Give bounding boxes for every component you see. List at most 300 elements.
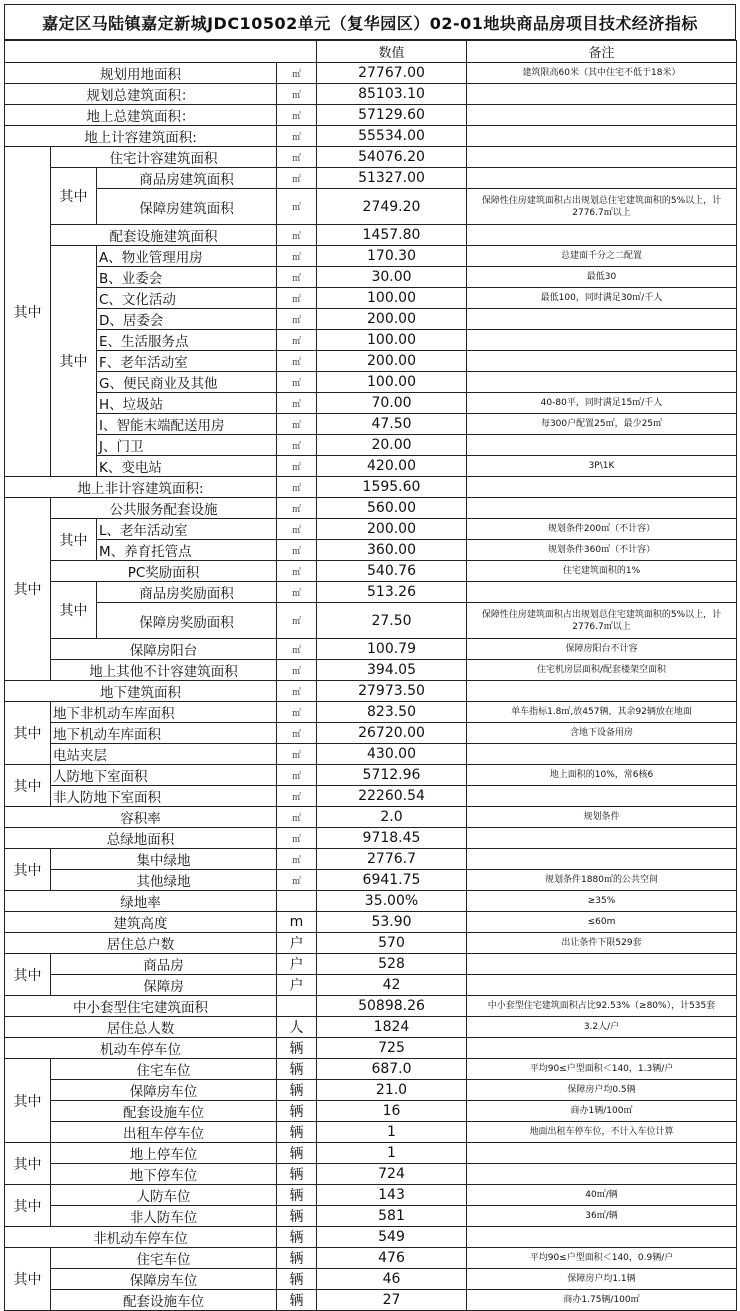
item-note: 规划条件360㎡（不计容） [467, 540, 737, 561]
item-value: 5712.96 [317, 765, 467, 786]
table-row [5, 330, 737, 351]
item-note: 含地下设备用房 [467, 723, 737, 744]
item-note: 每300户配置25㎡，最少25㎡ [467, 414, 737, 435]
item-unit: 辆 [277, 1143, 317, 1164]
table-row [5, 519, 737, 540]
item-note [467, 1038, 737, 1059]
item-value: 47.50 [317, 414, 467, 435]
item-value: 27.50 [317, 603, 467, 639]
item-unit: ㎡ [277, 105, 317, 126]
table-row [5, 1080, 737, 1101]
table-row [5, 1164, 737, 1185]
table-row [5, 246, 737, 267]
item-note [467, 975, 737, 996]
item-value: 1824 [317, 1017, 467, 1038]
item-label: 商品房奖励面积 [97, 582, 277, 603]
item-value: 724 [317, 1164, 467, 1185]
item-unit: ㎡ [277, 267, 317, 288]
table-row [5, 603, 737, 639]
item-value: 200.00 [317, 519, 467, 540]
item-note: 规划条件1880㎡的公共空间 [467, 870, 737, 891]
item-unit: ㎡ [277, 807, 317, 828]
table-row [5, 786, 737, 807]
item-label: 地下非机动车库面积 [51, 702, 277, 723]
item-note: 3.2人/户 [467, 1017, 737, 1038]
header-blank [5, 41, 317, 63]
item-value: 51327.00 [317, 168, 467, 189]
item-note [467, 168, 737, 189]
item-note: 出让条件下限529套 [467, 933, 737, 954]
item-note: ≥35% [467, 891, 737, 912]
table-row [5, 744, 737, 765]
item-unit: ㎡ [277, 189, 317, 225]
item-note: 保障房阳台不计容 [467, 639, 737, 660]
item-unit: ㎡ [277, 456, 317, 477]
item-unit [277, 891, 317, 912]
item-value: 1 [317, 1143, 467, 1164]
item-unit: ㎡ [277, 330, 317, 351]
item-label: 地下停车位 [51, 1164, 277, 1185]
item-label: A、物业管理用房 [97, 246, 277, 267]
table-row [5, 477, 737, 498]
item-value: 430.00 [317, 744, 467, 765]
item-label: 地上计容建筑面积: [5, 126, 277, 147]
table-row [5, 1290, 737, 1311]
item-note: 地上面积的10%，常6核6 [467, 765, 737, 786]
table-row [5, 309, 737, 330]
item-value: 581 [317, 1206, 467, 1227]
item-note: 商办1.75辆/100㎡ [467, 1290, 737, 1311]
item-value: 2776.7 [317, 849, 467, 870]
item-unit: ㎡ [277, 246, 317, 267]
item-label: 非人防地下室面积 [51, 786, 277, 807]
page-title: 嘉定区马陆镇嘉定新城JDC10502单元（复华园区）02-01地块商品房项目技术经济指标 [4, 4, 736, 40]
item-unit: ㎡ [277, 288, 317, 309]
item-label: 其他绿地 [51, 870, 277, 891]
item-note [467, 828, 737, 849]
item-note: 建筑限高60米（其中住宅不低于18米） [467, 63, 737, 84]
table-row [5, 828, 737, 849]
item-note [467, 477, 737, 498]
item-label: G、便民商业及其他 [97, 372, 277, 393]
group-label-qizhong: 其中 [51, 246, 97, 477]
item-unit: ㎡ [277, 828, 317, 849]
item-unit: ㎡ [277, 414, 317, 435]
table-row [5, 582, 737, 603]
table-row [5, 372, 737, 393]
item-unit: ㎡ [277, 84, 317, 105]
table-row [5, 849, 737, 870]
group-label-qizhong: 其中 [5, 147, 51, 477]
item-label: D、居委会 [97, 309, 277, 330]
item-label: 住宅计容建筑面积 [51, 147, 277, 168]
table-row [5, 540, 737, 561]
item-note [467, 309, 737, 330]
item-value: 85103.10 [317, 84, 467, 105]
table-row [5, 351, 737, 372]
item-note: 商办1辆/100㎡ [467, 1101, 737, 1122]
table-row [5, 225, 737, 246]
table-row [5, 723, 737, 744]
item-label: 非机动车停车位 [5, 1227, 277, 1248]
item-unit: ㎡ [277, 849, 317, 870]
item-unit: ㎡ [277, 225, 317, 246]
item-value: 1595.60 [317, 477, 467, 498]
item-note [467, 351, 737, 372]
table-row [5, 126, 737, 147]
item-note: 平均90≤户型面积＜140，1.3辆/户 [467, 1059, 737, 1080]
item-unit: 辆 [277, 1101, 317, 1122]
table-row [5, 702, 737, 723]
item-unit: ㎡ [277, 372, 317, 393]
item-label: 配套设施车位 [51, 1290, 277, 1311]
item-value: 360.00 [317, 540, 467, 561]
item-label: 人防车位 [51, 1185, 277, 1206]
item-unit: ㎡ [277, 435, 317, 456]
item-value: 50898.26 [317, 996, 467, 1017]
item-note [467, 786, 737, 807]
item-unit: ㎡ [277, 126, 317, 147]
item-value: 2.0 [317, 807, 467, 828]
item-label: J、门卫 [97, 435, 277, 456]
item-value: 100.00 [317, 372, 467, 393]
item-label: 集中绿地 [51, 849, 277, 870]
item-label: 地上停车位 [51, 1143, 277, 1164]
item-label: B、业委会 [97, 267, 277, 288]
table-row [5, 147, 737, 168]
table-row [5, 1143, 737, 1164]
item-note [467, 147, 737, 168]
item-unit: ㎡ [277, 765, 317, 786]
item-label: 规划总建筑面积： [5, 84, 277, 105]
item-value: 35.00% [317, 891, 467, 912]
table-row [5, 288, 737, 309]
header-value: 数值 [317, 41, 467, 63]
item-note: 住宅机房层面积/配套楼架空面积 [467, 660, 737, 681]
table-row [5, 84, 737, 105]
item-unit: ㎡ [277, 63, 317, 84]
item-value: 725 [317, 1038, 467, 1059]
item-value: 42 [317, 975, 467, 996]
item-unit: 辆 [277, 1164, 317, 1185]
item-label: 人防地下室面积 [51, 765, 277, 786]
item-label: 总绿地面积 [5, 828, 277, 849]
item-note: 3P\1K [467, 456, 737, 477]
item-value: 1 [317, 1122, 467, 1143]
item-unit: 辆 [277, 1269, 317, 1290]
item-unit: ㎡ [277, 702, 317, 723]
item-value: 46 [317, 1269, 467, 1290]
item-unit: 辆 [277, 1206, 317, 1227]
item-unit: ㎡ [277, 147, 317, 168]
item-note: 住宅建筑面积的1% [467, 561, 737, 582]
item-unit: 辆 [277, 1248, 317, 1269]
item-value: 20.00 [317, 435, 467, 456]
item-unit: ㎡ [277, 168, 317, 189]
item-value: 823.50 [317, 702, 467, 723]
item-unit: ㎡ [277, 582, 317, 603]
item-note: 总建面千分之二配置 [467, 246, 737, 267]
item-value: 2749.20 [317, 189, 467, 225]
item-value: 170.30 [317, 246, 467, 267]
table-row [5, 1269, 737, 1290]
item-note [467, 105, 737, 126]
table-row [5, 807, 737, 828]
group-label-qizhong: 其中 [5, 1143, 51, 1185]
table-row [5, 681, 737, 702]
group-label-qizhong: 其中 [5, 1248, 51, 1311]
spec-table [4, 40, 737, 1311]
group-label-qizhong: 其中 [5, 1059, 51, 1143]
table-row [5, 1017, 737, 1038]
item-unit: ㎡ [277, 498, 317, 519]
item-label: 绿地率 [5, 891, 277, 912]
item-label: 中小套型住宅建筑面积 [5, 996, 277, 1017]
table-row [5, 996, 737, 1017]
item-label: 地下机动车库面积 [51, 723, 277, 744]
item-value: 549 [317, 1227, 467, 1248]
item-label: L、老年活动室 [97, 519, 277, 540]
item-unit: 户 [277, 975, 317, 996]
item-value: 70.00 [317, 393, 467, 414]
table-row [5, 105, 737, 126]
item-note [467, 330, 737, 351]
item-note [467, 435, 737, 456]
item-label: K、变电站 [97, 456, 277, 477]
group-label-qizhong: 其中 [51, 168, 97, 225]
item-value: 100.00 [317, 288, 467, 309]
table-row [5, 975, 737, 996]
item-label: 配套设施车位 [51, 1101, 277, 1122]
item-note [467, 1164, 737, 1185]
item-note: ≤60m [467, 912, 737, 933]
item-value: 26720.00 [317, 723, 467, 744]
item-value: 540.76 [317, 561, 467, 582]
item-label: 建筑高度 [5, 912, 277, 933]
group-label-qizhong: 其中 [5, 765, 51, 807]
item-unit: 户 [277, 933, 317, 954]
item-label: F、老年活动室 [97, 351, 277, 372]
item-unit: ㎡ [277, 561, 317, 582]
item-label: 容积率 [5, 807, 277, 828]
item-note [467, 225, 737, 246]
table-row [5, 1206, 737, 1227]
item-label: 住宅车位 [51, 1248, 277, 1269]
item-note: 保障房户均1.1辆 [467, 1269, 737, 1290]
group-label-qizhong: 其中 [51, 519, 97, 561]
item-value: 420.00 [317, 456, 467, 477]
item-label: C、文化活动 [97, 288, 277, 309]
table-row [5, 1227, 737, 1248]
item-unit: ㎡ [277, 519, 317, 540]
item-note: 最低100，同时满足30㎡/千人 [467, 288, 737, 309]
item-unit: ㎡ [277, 870, 317, 891]
item-note: 36㎡/辆 [467, 1206, 737, 1227]
item-label: 商品房 [51, 954, 277, 975]
item-value: 6941.75 [317, 870, 467, 891]
item-value: 513.26 [317, 582, 467, 603]
item-unit: ㎡ [277, 660, 317, 681]
item-unit [277, 996, 317, 1017]
item-label: 居住总户数 [5, 933, 277, 954]
item-note: 规划条件 [467, 807, 737, 828]
item-label: M、养育托管点 [97, 540, 277, 561]
table-row [5, 561, 737, 582]
table-row [5, 393, 737, 414]
item-value: 570 [317, 933, 467, 954]
item-value: 53.90 [317, 912, 467, 933]
item-value: 560.00 [317, 498, 467, 519]
table-row [5, 912, 737, 933]
table-row [5, 1248, 737, 1269]
table-row [5, 1185, 737, 1206]
item-note: 保障性住房建筑面积占出规划总住宅建筑面积的5%以上，计2776.7㎡以上 [467, 189, 737, 225]
item-value: 1457.80 [317, 225, 467, 246]
item-note: 地面出租车停车位，不计入车位计算 [467, 1122, 737, 1143]
item-value: 100.79 [317, 639, 467, 660]
item-label: 保障房建筑面积 [97, 189, 277, 225]
table-row [5, 189, 737, 225]
item-label: I、智能末端配送用房 [97, 414, 277, 435]
item-unit: ㎡ [277, 723, 317, 744]
item-note [467, 1143, 737, 1164]
table-row [5, 168, 737, 189]
item-label: 地下建筑面积 [5, 681, 277, 702]
item-label: 非人防车位 [51, 1206, 277, 1227]
item-label: 保障房车位 [51, 1269, 277, 1290]
item-value: 687.0 [317, 1059, 467, 1080]
table-row [5, 870, 737, 891]
item-label: 居住总人数 [5, 1017, 277, 1038]
item-label: 住宅车位 [51, 1059, 277, 1080]
group-label-qizhong: 其中 [5, 1185, 51, 1227]
table-row [5, 456, 737, 477]
group-label-qizhong: 其中 [51, 582, 97, 639]
group-label-qizhong: 其中 [5, 849, 51, 891]
item-unit: ㎡ [277, 744, 317, 765]
item-label: 保障房奖励面积 [97, 603, 277, 639]
item-unit: 辆 [277, 1080, 317, 1101]
item-unit: ㎡ [277, 540, 317, 561]
item-label: 电站夹层 [51, 744, 277, 765]
item-value: 200.00 [317, 351, 467, 372]
item-value: 22260.54 [317, 786, 467, 807]
item-note [467, 126, 737, 147]
item-unit: m [277, 912, 317, 933]
item-value: 200.00 [317, 309, 467, 330]
item-note [467, 84, 737, 105]
item-unit: 人 [277, 1017, 317, 1038]
item-note [467, 498, 737, 519]
item-note [467, 681, 737, 702]
item-label: H、垃圾站 [97, 393, 277, 414]
item-note: 保障房户均0.5辆 [467, 1080, 737, 1101]
group-label-qizhong: 其中 [5, 498, 51, 681]
item-label: 保障房 [51, 975, 277, 996]
item-note [467, 849, 737, 870]
item-note [467, 744, 737, 765]
item-label: 规划用地面积 [5, 63, 277, 84]
item-value: 476 [317, 1248, 467, 1269]
table-row [5, 954, 737, 975]
table-row [5, 891, 737, 912]
item-unit: ㎡ [277, 309, 317, 330]
table-row [5, 1122, 737, 1143]
item-unit: ㎡ [277, 393, 317, 414]
item-unit: ㎡ [277, 681, 317, 702]
item-unit: ㎡ [277, 477, 317, 498]
group-label-qizhong: 其中 [5, 954, 51, 996]
item-label: 保障房车位 [51, 1080, 277, 1101]
item-value: 27 [317, 1290, 467, 1311]
item-value: 528 [317, 954, 467, 975]
item-unit: 辆 [277, 1290, 317, 1311]
item-note: 最低30 [467, 267, 737, 288]
table-row [5, 933, 737, 954]
item-value: 21.0 [317, 1080, 467, 1101]
item-note [467, 372, 737, 393]
item-unit: 辆 [277, 1038, 317, 1059]
group-label-qizhong: 其中 [5, 702, 51, 765]
item-label: PC奖励面积 [51, 561, 277, 582]
item-label: 地上总建筑面积： [5, 105, 277, 126]
item-note [467, 1227, 737, 1248]
table-row [5, 1101, 737, 1122]
table-row [5, 1059, 737, 1080]
item-label: 公共服务配套设施 [51, 498, 277, 519]
table-row [5, 660, 737, 681]
item-unit: 辆 [277, 1185, 317, 1206]
item-note: 中小套型住宅建筑面积占比92.53%（≥80%），计535套 [467, 996, 737, 1017]
item-value: 55534.00 [317, 126, 467, 147]
item-value: 394.05 [317, 660, 467, 681]
table-row [5, 435, 737, 456]
item-unit: 辆 [277, 1227, 317, 1248]
item-note: 单车指标1.8㎡,放457辆，其余92辆放在地面 [467, 702, 737, 723]
table-row [5, 498, 737, 519]
item-label: 地上非计容建筑面积: [5, 477, 277, 498]
table-row [5, 63, 737, 84]
item-note: 平均90≤户型面积＜140，0.9辆/户 [467, 1248, 737, 1269]
table-row [5, 1038, 737, 1059]
table-row [5, 765, 737, 786]
header-note: 备注 [467, 41, 737, 63]
item-value: 54076.20 [317, 147, 467, 168]
item-unit: 辆 [277, 1122, 317, 1143]
item-label: 出租车停车位 [51, 1122, 277, 1143]
item-label: 机动车停车位 [5, 1038, 277, 1059]
item-unit: ㎡ [277, 603, 317, 639]
header-row [5, 41, 737, 63]
item-note: 规划条件200㎡（不计容） [467, 519, 737, 540]
item-note: 40-80平，同时满足15㎡/千人 [467, 393, 737, 414]
item-unit: ㎡ [277, 351, 317, 372]
item-note: 40㎡/辆 [467, 1185, 737, 1206]
item-label: 商品房建筑面积 [97, 168, 277, 189]
item-note [467, 954, 737, 975]
item-label: 保障房阳台 [51, 639, 277, 660]
item-value: 143 [317, 1185, 467, 1206]
table-row [5, 639, 737, 660]
item-note [467, 582, 737, 603]
item-unit: ㎡ [277, 639, 317, 660]
item-unit: ㎡ [277, 786, 317, 807]
table-row [5, 414, 737, 435]
item-label: 地上其他不计容建筑面积 [51, 660, 277, 681]
item-value: 100.00 [317, 330, 467, 351]
item-value: 30.00 [317, 267, 467, 288]
item-unit: 辆 [277, 1059, 317, 1080]
